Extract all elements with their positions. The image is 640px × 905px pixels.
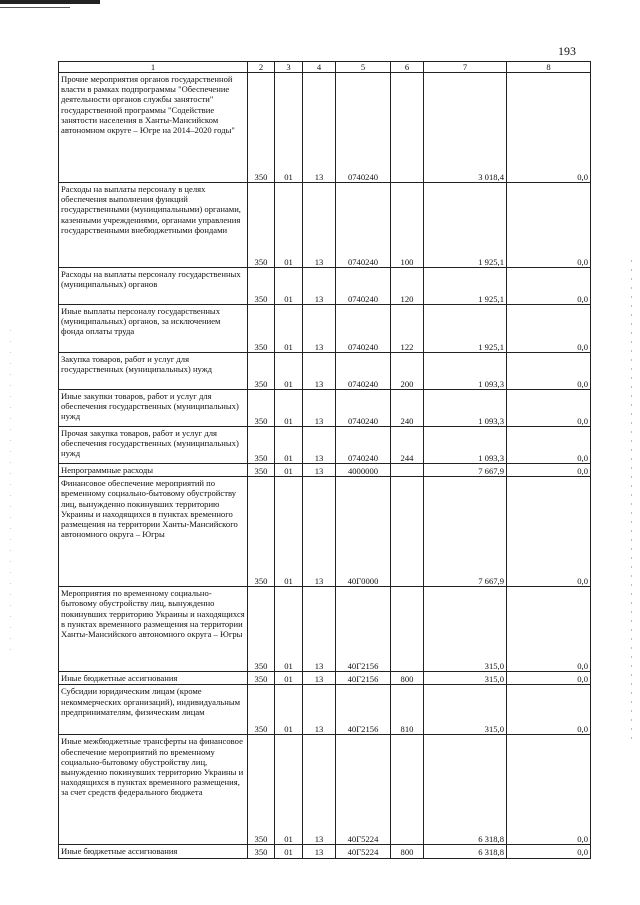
table-cell: 350	[248, 587, 275, 672]
table-row	[59, 427, 591, 464]
column-header: 8	[507, 62, 591, 73]
table-cell: 01	[275, 427, 303, 464]
table-cell: 350	[248, 845, 275, 858]
table-row	[59, 845, 591, 858]
table-cell: 13	[303, 735, 336, 845]
table-cell: 800	[391, 672, 424, 685]
table-row	[59, 685, 591, 735]
table-cell: 100	[391, 183, 424, 268]
table-cell: 13	[303, 845, 336, 858]
table-cell: 13	[303, 464, 336, 477]
table-cell: 01	[275, 587, 303, 672]
table-cell	[391, 477, 424, 587]
table-cell: 350	[248, 427, 275, 464]
row-name-cell: Иные выплаты персоналу государственных (муниципальных) органов, за исключением фонда оплаты труда	[59, 305, 248, 353]
table-cell: 0,0	[507, 390, 591, 427]
scan-edge-mark	[0, 0, 100, 4]
table-cell: 0,0	[507, 672, 591, 685]
table-cell: 0740240	[336, 353, 391, 390]
table-row	[59, 672, 591, 685]
column-header: 4	[303, 62, 336, 73]
table-cell: 01	[275, 353, 303, 390]
table-cell: 13	[303, 305, 336, 353]
table-cell: 350	[248, 73, 275, 183]
row-name-cell: Иные закупки товаров, работ и услуг для обеспечения государственных (муниципальных) нужд	[59, 390, 248, 427]
table-cell: 01	[275, 73, 303, 183]
table-cell: 0740240	[336, 183, 391, 268]
budget-table	[58, 61, 591, 859]
column-header: 6	[391, 62, 424, 73]
table-cell: 0740240	[336, 268, 391, 305]
table-cell: 40Г5224	[336, 735, 391, 845]
table-cell	[391, 735, 424, 845]
table-cell: 7 667,9	[424, 464, 507, 477]
table-cell: 350	[248, 672, 275, 685]
table-row	[59, 353, 591, 390]
scan-noise	[10, 330, 11, 650]
row-name-cell: Расходы на выплаты персоналу в целях обеспечения выполнения функций государственными (муниципальными) органами, казенными учреждениями, органами управления государственными внебюджетными фондами	[59, 183, 248, 268]
table-cell: 0740240	[336, 305, 391, 353]
table-cell: 7 667,9	[424, 477, 507, 587]
table-cell: 01	[275, 685, 303, 735]
table-cell: 13	[303, 390, 336, 427]
table-cell: 200	[391, 353, 424, 390]
row-name-cell: Мероприятия по временному социально-бытовому обустройству лиц, вынужденно покинувших территорию Украины и находящихся в пунктах временного размещения на территории Ханты-Мансийского автономного округа – Югры	[59, 587, 248, 672]
table-cell: 40Г2156	[336, 672, 391, 685]
table-cell: 0,0	[507, 183, 591, 268]
table-cell: 1 093,3	[424, 390, 507, 427]
table-row	[59, 464, 591, 477]
scan-noise	[631, 260, 632, 740]
table-cell: 01	[275, 183, 303, 268]
table-cell: 1 093,3	[424, 353, 507, 390]
table-cell: 810	[391, 685, 424, 735]
table-cell: 01	[275, 735, 303, 845]
column-header: 7	[424, 62, 507, 73]
column-header: 3	[275, 62, 303, 73]
table-cell: 40Г0000	[336, 477, 391, 587]
table-cell: 13	[303, 672, 336, 685]
table-cell: 800	[391, 845, 424, 858]
table-cell: 13	[303, 427, 336, 464]
table-cell: 350	[248, 305, 275, 353]
table-cell: 315,0	[424, 672, 507, 685]
table-row	[59, 587, 591, 672]
table-row	[59, 305, 591, 353]
table-cell: 40Г5224	[336, 845, 391, 858]
table-cell: 13	[303, 587, 336, 672]
table-cell: 244	[391, 427, 424, 464]
row-name-cell: Закупка товаров, работ и услуг для государственных (муниципальных) нужд	[59, 353, 248, 390]
table-cell: 122	[391, 305, 424, 353]
table-row	[59, 735, 591, 845]
table-cell: 0740240	[336, 73, 391, 183]
table-cell: 1 925,1	[424, 305, 507, 353]
row-name-cell: Финансовое обеспечение мероприятий по временному социально-бытовому обустройству лиц, вынужденно покинувших территорию Украины и находящихся в пунктах временного размещения на территории Ханты-Мансийского автономного округа – Югры	[59, 477, 248, 587]
table-cell: 315,0	[424, 685, 507, 735]
table-cell: 01	[275, 845, 303, 858]
table-cell: 350	[248, 477, 275, 587]
table-cell: 1 925,1	[424, 268, 507, 305]
table-cell: 0,0	[507, 685, 591, 735]
table-cell: 350	[248, 685, 275, 735]
table-cell: 13	[303, 268, 336, 305]
table-cell: 01	[275, 305, 303, 353]
scan-edge-mark	[0, 7, 70, 8]
table-cell	[391, 464, 424, 477]
row-name-cell: Непрограммные расходы	[59, 464, 248, 477]
table-cell: 0740240	[336, 390, 391, 427]
table-cell: 1 093,3	[424, 427, 507, 464]
row-name-cell: Расходы на выплаты персоналу государственных (муниципальных) органов	[59, 268, 248, 305]
table-row	[59, 73, 591, 183]
table-cell: 13	[303, 183, 336, 268]
table-cell: 13	[303, 73, 336, 183]
table-cell: 01	[275, 672, 303, 685]
table-cell: 350	[248, 268, 275, 305]
table-cell: 0,0	[507, 477, 591, 587]
table-cell: 350	[248, 183, 275, 268]
row-name-cell: Иные межбюджетные трансферты на финансовое обеспечение мероприятий по временному социально-бытовому обустройству лиц, вынужденно покинувших территорию Украины и находящихся в пунктах временного размещения, за счет средств федерального бюджета	[59, 735, 248, 845]
row-name-cell: Прочие мероприятия органов государственной власти в рамках подпрограммы "Обеспечение деятельности органов службы занятости" государственной программы "Содействие занятости населения в Ханты-Мансийском автономном округе – Югре на 2014–2020 годы"	[59, 73, 248, 183]
table-cell: 0,0	[507, 845, 591, 858]
table-cell	[391, 73, 424, 183]
table-cell: 0,0	[507, 353, 591, 390]
table-cell: 01	[275, 464, 303, 477]
table-cell: 0,0	[507, 427, 591, 464]
page-number: 193	[558, 44, 576, 58]
table-cell: 350	[248, 353, 275, 390]
table-row	[59, 183, 591, 268]
table-cell: 0740240	[336, 427, 391, 464]
table-cell	[391, 587, 424, 672]
table-cell: 1 925,1	[424, 183, 507, 268]
row-name-cell: Иные бюджетные ассигнования	[59, 845, 248, 858]
table-cell: 3 018,4	[424, 73, 507, 183]
table-cell: 13	[303, 685, 336, 735]
table-row	[59, 390, 591, 427]
table-cell: 350	[248, 390, 275, 427]
table-cell: 13	[303, 477, 336, 587]
table-cell: 01	[275, 390, 303, 427]
table-row	[59, 477, 591, 587]
table-cell: 0,0	[507, 73, 591, 183]
table-cell: 6 318,8	[424, 735, 507, 845]
table-cell: 0,0	[507, 305, 591, 353]
row-name-cell: Субсидии юридическим лицам (кроме некоммерческих организаций), индивидуальным предпринимателям, физическим лицам	[59, 685, 248, 735]
table-cell: 13	[303, 353, 336, 390]
row-name-cell: Прочая закупка товаров, работ и услуг для обеспечения государственных (муниципальных) нужд	[59, 427, 248, 464]
table-cell: 01	[275, 268, 303, 305]
column-header: 1	[59, 62, 248, 73]
table-cell: 0,0	[507, 268, 591, 305]
table-cell: 01	[275, 477, 303, 587]
table-cell: 315,0	[424, 587, 507, 672]
table-cell: 120	[391, 268, 424, 305]
table-cell: 350	[248, 735, 275, 845]
table-cell: 6 318,8	[424, 845, 507, 858]
header-row	[59, 62, 591, 73]
table-row	[59, 268, 591, 305]
table-cell: 0,0	[507, 735, 591, 845]
table-cell: 240	[391, 390, 424, 427]
table-cell: 40Г2156	[336, 685, 391, 735]
table-cell: 0,0	[507, 464, 591, 477]
column-header: 5	[336, 62, 391, 73]
table-cell: 350	[248, 464, 275, 477]
column-header: 2	[248, 62, 275, 73]
table-cell: 0,0	[507, 587, 591, 672]
table-cell: 40Г2156	[336, 587, 391, 672]
table-cell: 4000000	[336, 464, 391, 477]
row-name-cell: Иные бюджетные ассигнования	[59, 672, 248, 685]
